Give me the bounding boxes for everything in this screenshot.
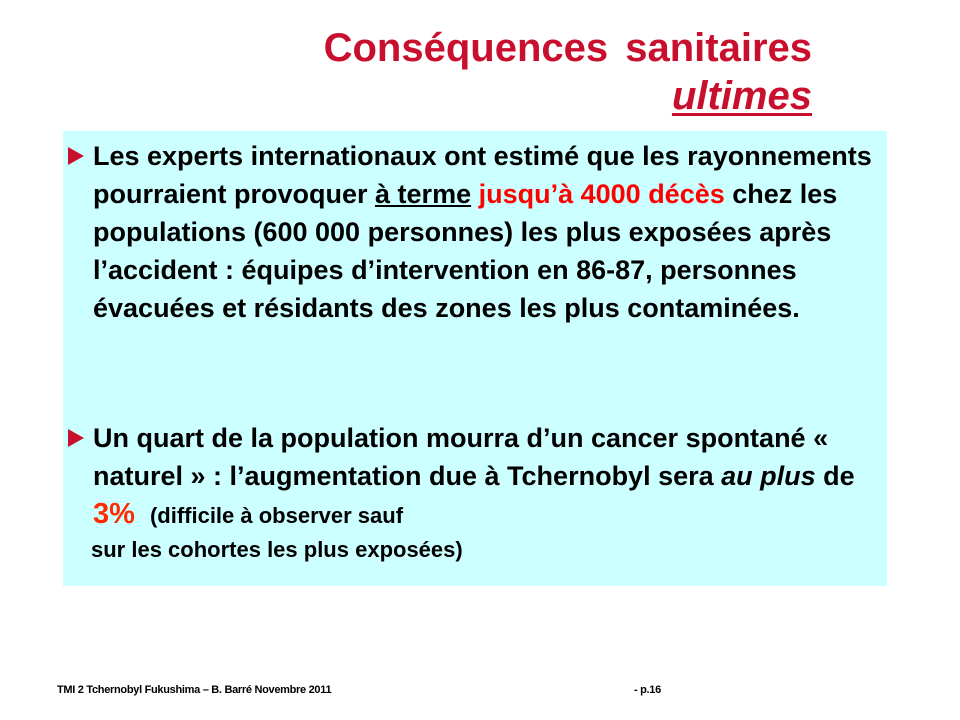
title-line-1: Conséquences sanitaires — [323, 26, 812, 70]
bullet-2-note-a: (difficile à observer sauf — [149, 503, 404, 528]
bullet-2-text-b: de — [815, 461, 855, 491]
triangle-right-icon — [68, 147, 84, 165]
slide-title — [324, 24, 812, 120]
bullet-1-text-b: chez les populations (600 000 personnes) les plus exposées après l’accident : équipes d’intervention en 86-87, personnes évacuées et résidants des zones les plus contaminées. — [93, 179, 838, 323]
bullet-2-note-b: sur les cohortes les plus exposées) — [91, 537, 463, 562]
bullet-1-underlined: à terme — [375, 179, 472, 209]
bullet-2-italic: au plus — [721, 461, 816, 491]
bullet-text-2 — [93, 419, 877, 565]
bullet-1-red-highlight: jusqu’à 4000 décès — [478, 179, 725, 209]
content-box — [63, 131, 887, 586]
footer-source: TMI 2 Tchernobyl Fukushima – B. Barré Novembre 2011 — [57, 684, 332, 696]
footer-page-number: - p.16 — [634, 684, 661, 696]
bullet-text-1 — [93, 137, 877, 327]
bullet-1-space — [471, 179, 479, 209]
bullet-2-text-a: Un quart de la population mourra d’un cancer spontané « naturel » : l’augmentation due à Tchernobyl sera — [93, 423, 829, 491]
title-line-2: ultimes — [671, 74, 812, 118]
bullet-1-text-a: Les experts internationaux ont estimé que les rayonnements pourraient provoquer — [93, 141, 872, 209]
triangle-right-icon — [68, 429, 84, 447]
bullet-2-red-percent: 3% — [93, 498, 135, 530]
